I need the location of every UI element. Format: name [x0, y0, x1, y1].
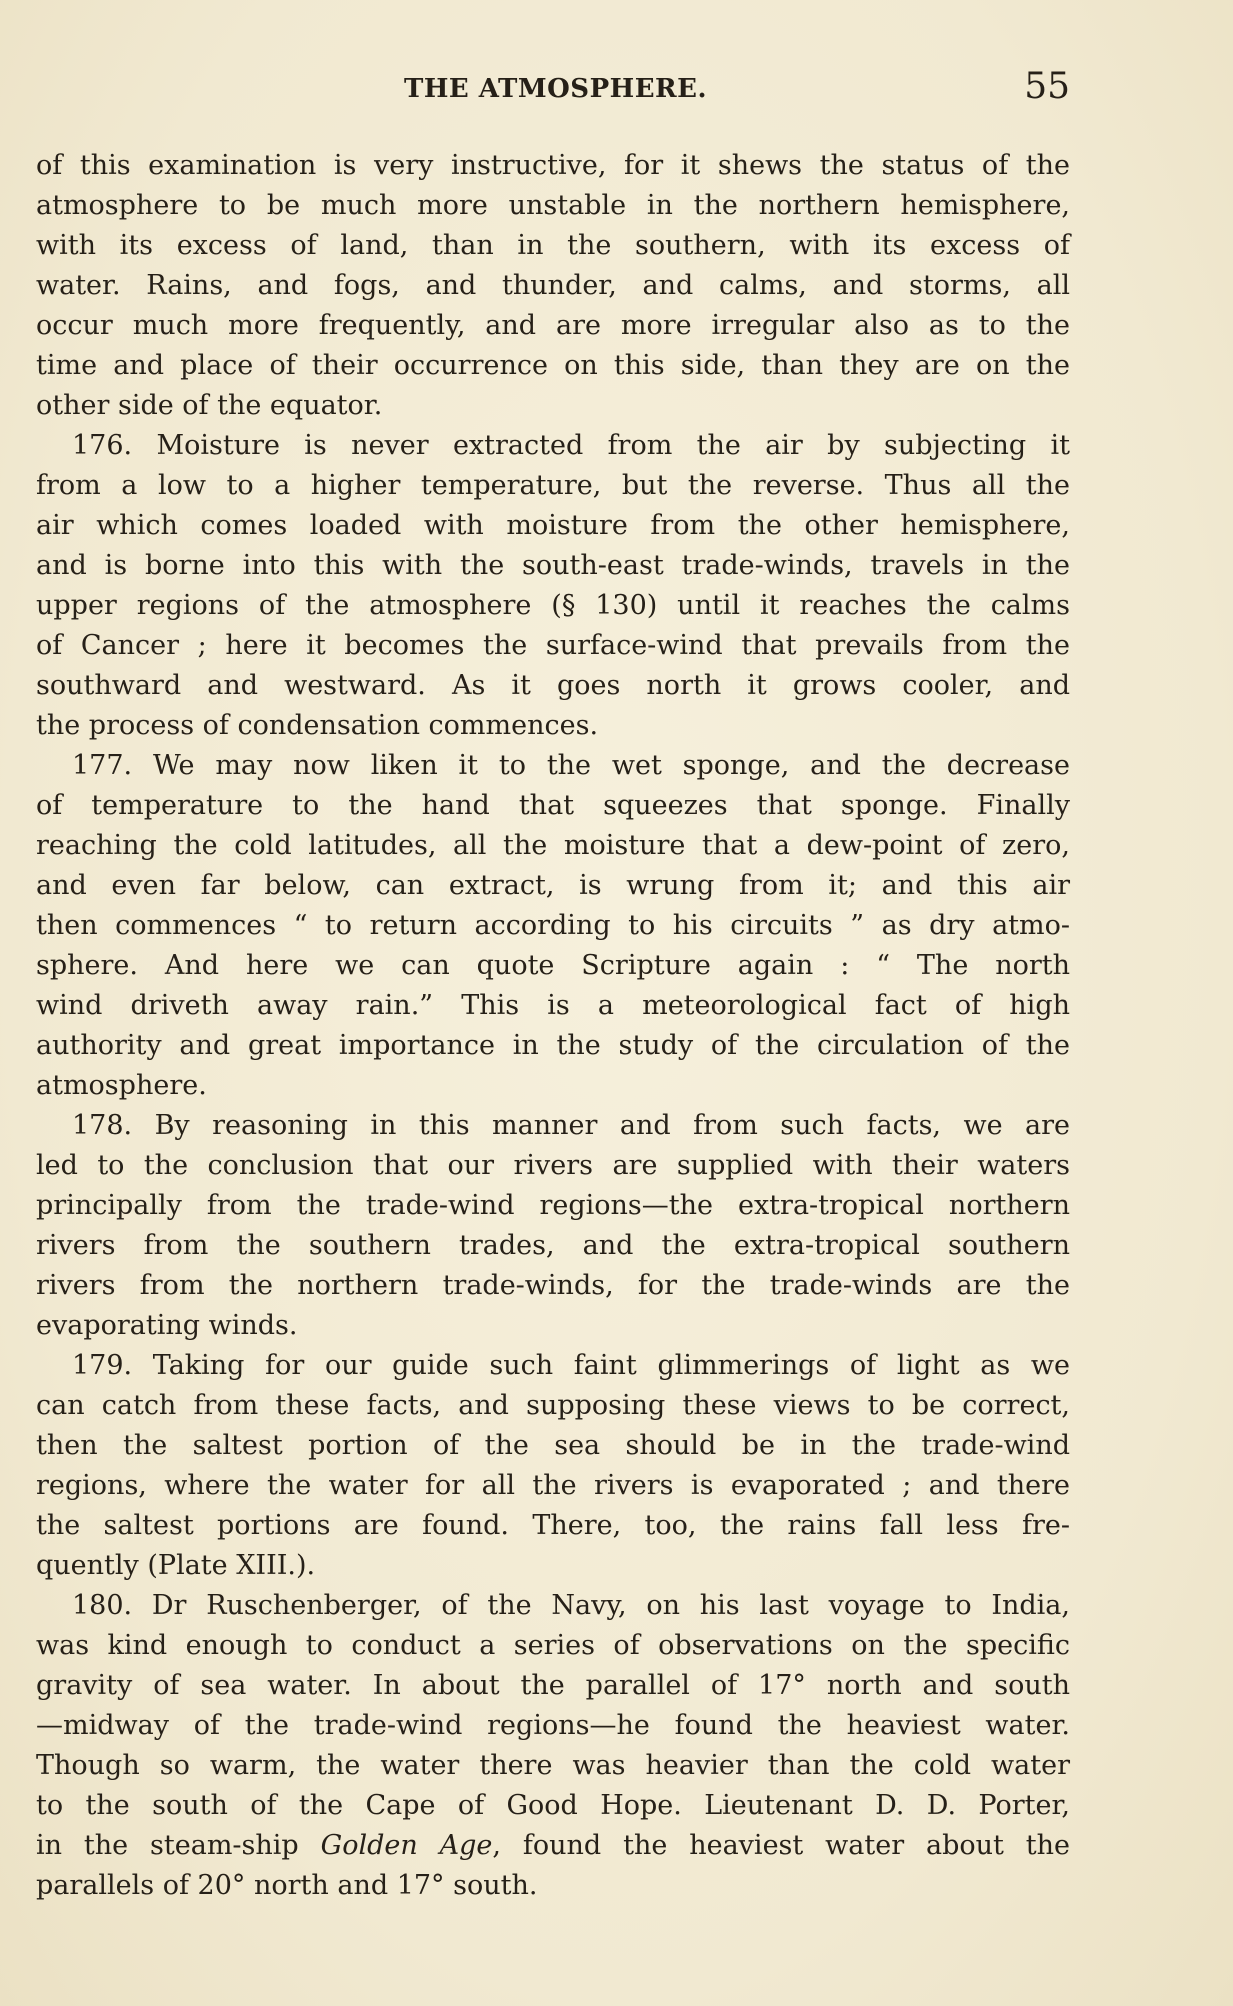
text-line: and even far below, can extract, is wrung from it; and this air	[36, 870, 1070, 901]
paragraph-177-start: 177. We may now liken it to the wet sponge, and the decrease	[72, 750, 1070, 781]
text-line: rivers from the southern trades, and the extra-tropical southern	[36, 1230, 1070, 1261]
running-head	[36, 66, 1070, 114]
text-line: —midway of the trade-wind regions—he found the heaviest water.	[36, 1710, 1070, 1741]
text-line: atmosphere to be much more unstable in the northern hemisphere,	[36, 190, 1070, 221]
text-line: upper regions of the atmosphere (§ 130) until it reaches the calms	[36, 590, 1070, 621]
paragraph-178-start: 178. By reasoning in this manner and from such facts, we are	[72, 1110, 1070, 1141]
text-line: authority and great importance in the study of the circulation of the	[36, 1030, 1070, 1061]
text-line: principally from the trade-wind regions—the extra-tropical northern	[36, 1190, 1070, 1221]
text-segment: , found the heaviest water about the	[492, 1830, 1070, 1861]
text-line: gravity of sea water. In about the parallel of 17° north and south	[36, 1670, 1070, 1701]
body-text	[36, 146, 1070, 1906]
text-line: then the saltest portion of the sea should be in the trade-wind	[36, 1430, 1070, 1461]
text-line: quently (Plate XIII.).	[36, 1550, 316, 1581]
text-line: parallels of 20° north and 17° south.	[36, 1870, 538, 1901]
paragraph-176-start: 176. Moisture is never extracted from the air by subjecting it	[72, 430, 1070, 461]
text-line: then commences “ to return according to his circuits ” as dry atmo-	[36, 910, 1070, 941]
text-line: southward and westward. As it goes north it grows cooler, and	[36, 670, 1070, 701]
text-line: of this examination is very instructive, for it shews the status of the	[36, 150, 1070, 181]
text-segment: in the steam-ship	[36, 1830, 321, 1861]
text-line: water. Rains, and fogs, and thunder, and calms, and storms, all	[36, 270, 1070, 301]
text-line: of Cancer ; here it becomes the surface-wind that prevails from the	[36, 630, 1070, 661]
text-line: occur much more frequently, and are more irregular also as to the	[36, 310, 1070, 341]
text-line: sphere. And here we can quote Scripture again : “ The north	[36, 950, 1070, 981]
text-line: was kind enough to conduct a series of observations on the specific	[36, 1630, 1070, 1661]
text-line	[36, 1826, 1070, 1866]
text-line: other side of the equator.	[36, 390, 383, 421]
text-line: evaporating winds.	[36, 1310, 298, 1341]
paragraph-180-start: 180. Dr Ruschenberger, of the Navy, on his last voyage to India,	[72, 1590, 1070, 1621]
text-line: of temperature to the hand that squeezes that sponge. Finally	[36, 790, 1070, 821]
text-line: can catch from these facts, and supposing these views to be correct,	[36, 1390, 1070, 1421]
text-line: rivers from the northern trade-winds, for the trade-winds are the	[36, 1270, 1070, 1301]
page-title: THE ATMOSPHERE.	[404, 74, 707, 104]
text-line: Though so warm, the water there was heavier than the cold water	[36, 1750, 1070, 1781]
text-line: regions, where the water for all the rivers is evaporated ; and there	[36, 1470, 1070, 1501]
text-line: air which comes loaded with moisture from the other hemisphere,	[36, 510, 1070, 541]
text-line: to the south of the Cape of Good Hope. Lieutenant D. D. Porter,	[36, 1790, 1070, 1821]
text-line: atmosphere.	[36, 1070, 207, 1101]
text-line: time and place of their occurrence on this side, than they are on the	[36, 350, 1070, 381]
text-line: the saltest portions are found. There, too, the rains fall less fre-	[36, 1510, 1070, 1541]
text-line: led to the conclusion that our rivers are supplied with their waters	[36, 1150, 1070, 1181]
ship-name: Golden Age	[320, 1830, 493, 1861]
page-number: 55	[1024, 66, 1070, 107]
text-line: the process of condensation commences.	[36, 710, 599, 741]
text-line: reaching the cold latitudes, all the moisture that a dew-point of zero,	[36, 830, 1070, 861]
text-line: and is borne into this with the south-east trade-winds, travels in the	[36, 550, 1070, 581]
paragraph-179-start: 179. Taking for our guide such faint glimmerings of light as we	[72, 1350, 1070, 1381]
text-line: from a low to a higher temperature, but the reverse. Thus all the	[36, 470, 1070, 501]
text-line: wind driveth away rain.” This is a meteorological fact of high	[36, 990, 1070, 1021]
text-line: with its excess of land, than in the southern, with its excess of	[36, 230, 1070, 261]
